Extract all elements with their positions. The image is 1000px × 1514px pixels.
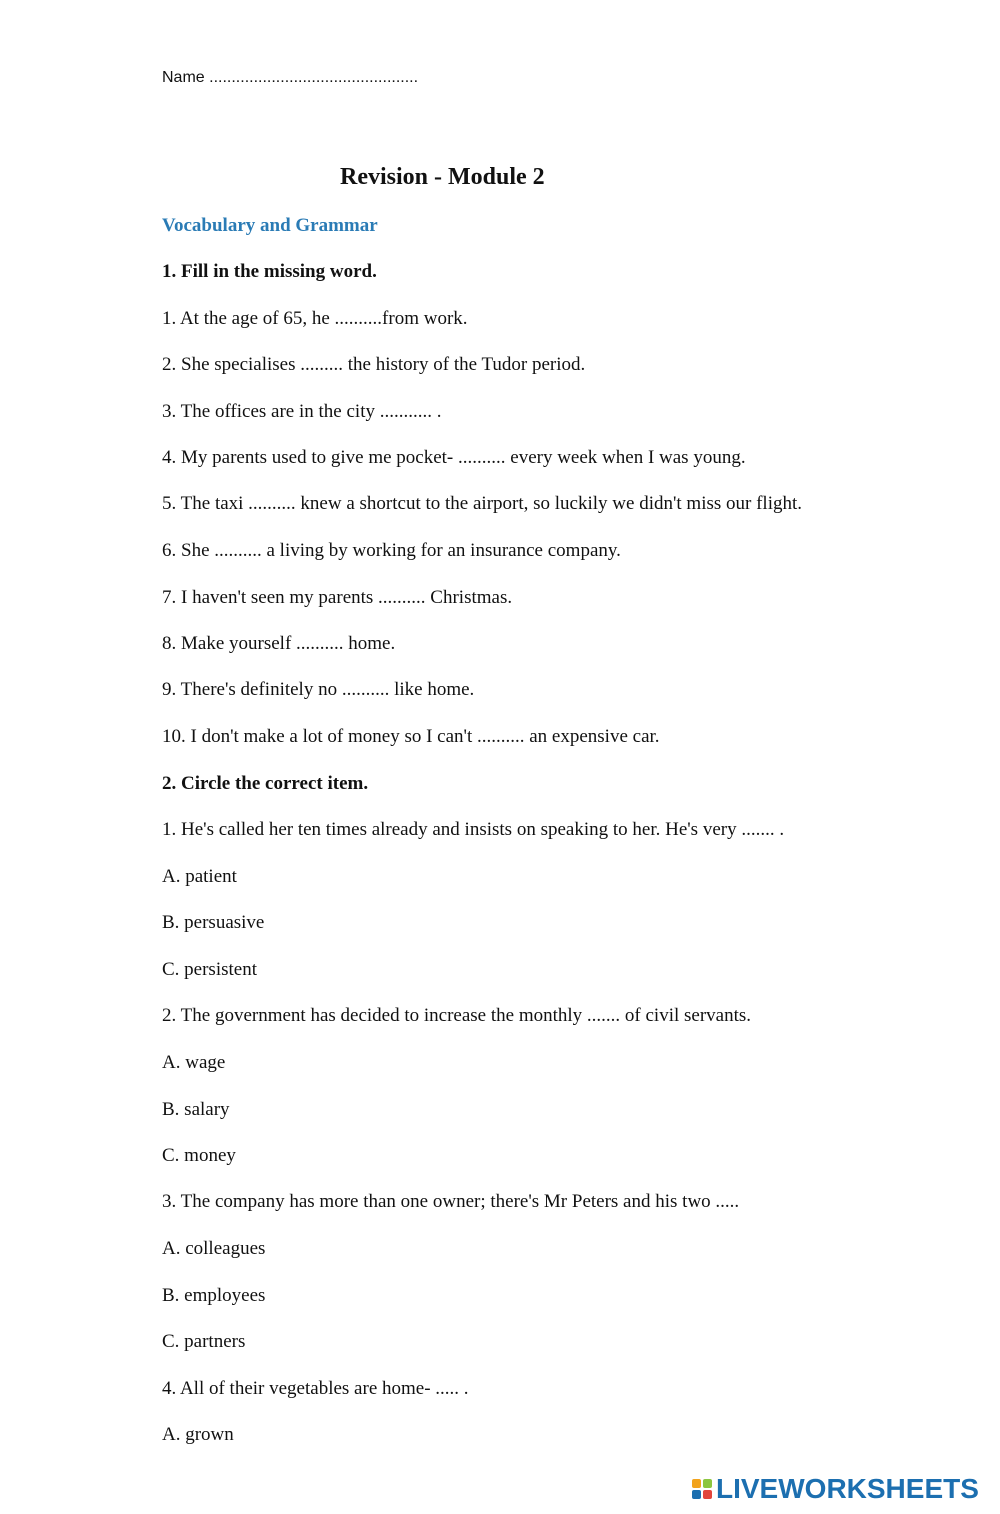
task2-option[interactable]: B. salary (162, 1099, 230, 1120)
task2-option[interactable]: A. patient (162, 866, 237, 887)
task1-item: 1. At the age of 65, he ..........from work. (162, 308, 468, 329)
task2-option[interactable]: A. grown (162, 1424, 234, 1445)
name-field: Name ............................................... (162, 69, 419, 86)
task2-option[interactable]: C. partners (162, 1331, 246, 1352)
task2-option[interactable]: A. wage (162, 1052, 226, 1073)
logo-icon (692, 1479, 712, 1499)
task1-item: 7. I haven't seen my parents .......... Christmas. (162, 587, 513, 608)
task2-option[interactable]: A. colleagues (162, 1238, 266, 1259)
logo-square (703, 1490, 712, 1499)
task2-question: 1. He's called her ten times already and insists on speaking to her. He's very ....... . (162, 819, 785, 840)
task2-option[interactable]: C. money (162, 1145, 236, 1166)
logo-text: LIVEWORKSHEETS (716, 1473, 979, 1504)
task1-item: 6. She .......... a living by working for an insurance company. (162, 540, 621, 561)
section-heading: Vocabulary and Grammar (162, 215, 378, 236)
task1-item: 3. The offices are in the city ........... . (162, 401, 442, 422)
task1-item: 8. Make yourself .......... home. (162, 633, 396, 654)
logo-square (703, 1479, 712, 1488)
page-title: Revision - Module 2 (340, 164, 545, 190)
task1-item: 10. I don't make a lot of money so I can't .......... an expensive car. (162, 726, 660, 747)
logo-square (692, 1479, 701, 1488)
task1-item: 9. There's definitely no .......... like home. (162, 679, 475, 700)
task2-question: 4. All of their vegetables are home- ..... . (162, 1378, 469, 1399)
logo-square (692, 1490, 701, 1499)
task2-option[interactable]: C. persistent (162, 959, 257, 980)
task1-heading: 1. Fill in the missing word. (162, 261, 377, 282)
task2-option[interactable]: B. persuasive (162, 912, 265, 933)
task2-heading: 2. Circle the correct item. (162, 773, 369, 794)
task1-item: 5. The taxi .......... knew a shortcut to the airport, so luckily we didn't miss our flight. (162, 493, 803, 514)
task2-question: 3. The company has more than one owner; there's Mr Peters and his two ..... (162, 1191, 740, 1212)
task1-item: 4. My parents used to give me pocket- .......... every week when I was young. (162, 447, 746, 468)
task1-item: 2. She specialises ......... the history of the Tudor period. (162, 354, 586, 375)
task2-question: 2. The government has decided to increase the monthly ....... of civil servants. (162, 1005, 752, 1026)
task2-option[interactable]: B. employees (162, 1285, 266, 1306)
liveworksheets-logo (692, 1474, 979, 1504)
